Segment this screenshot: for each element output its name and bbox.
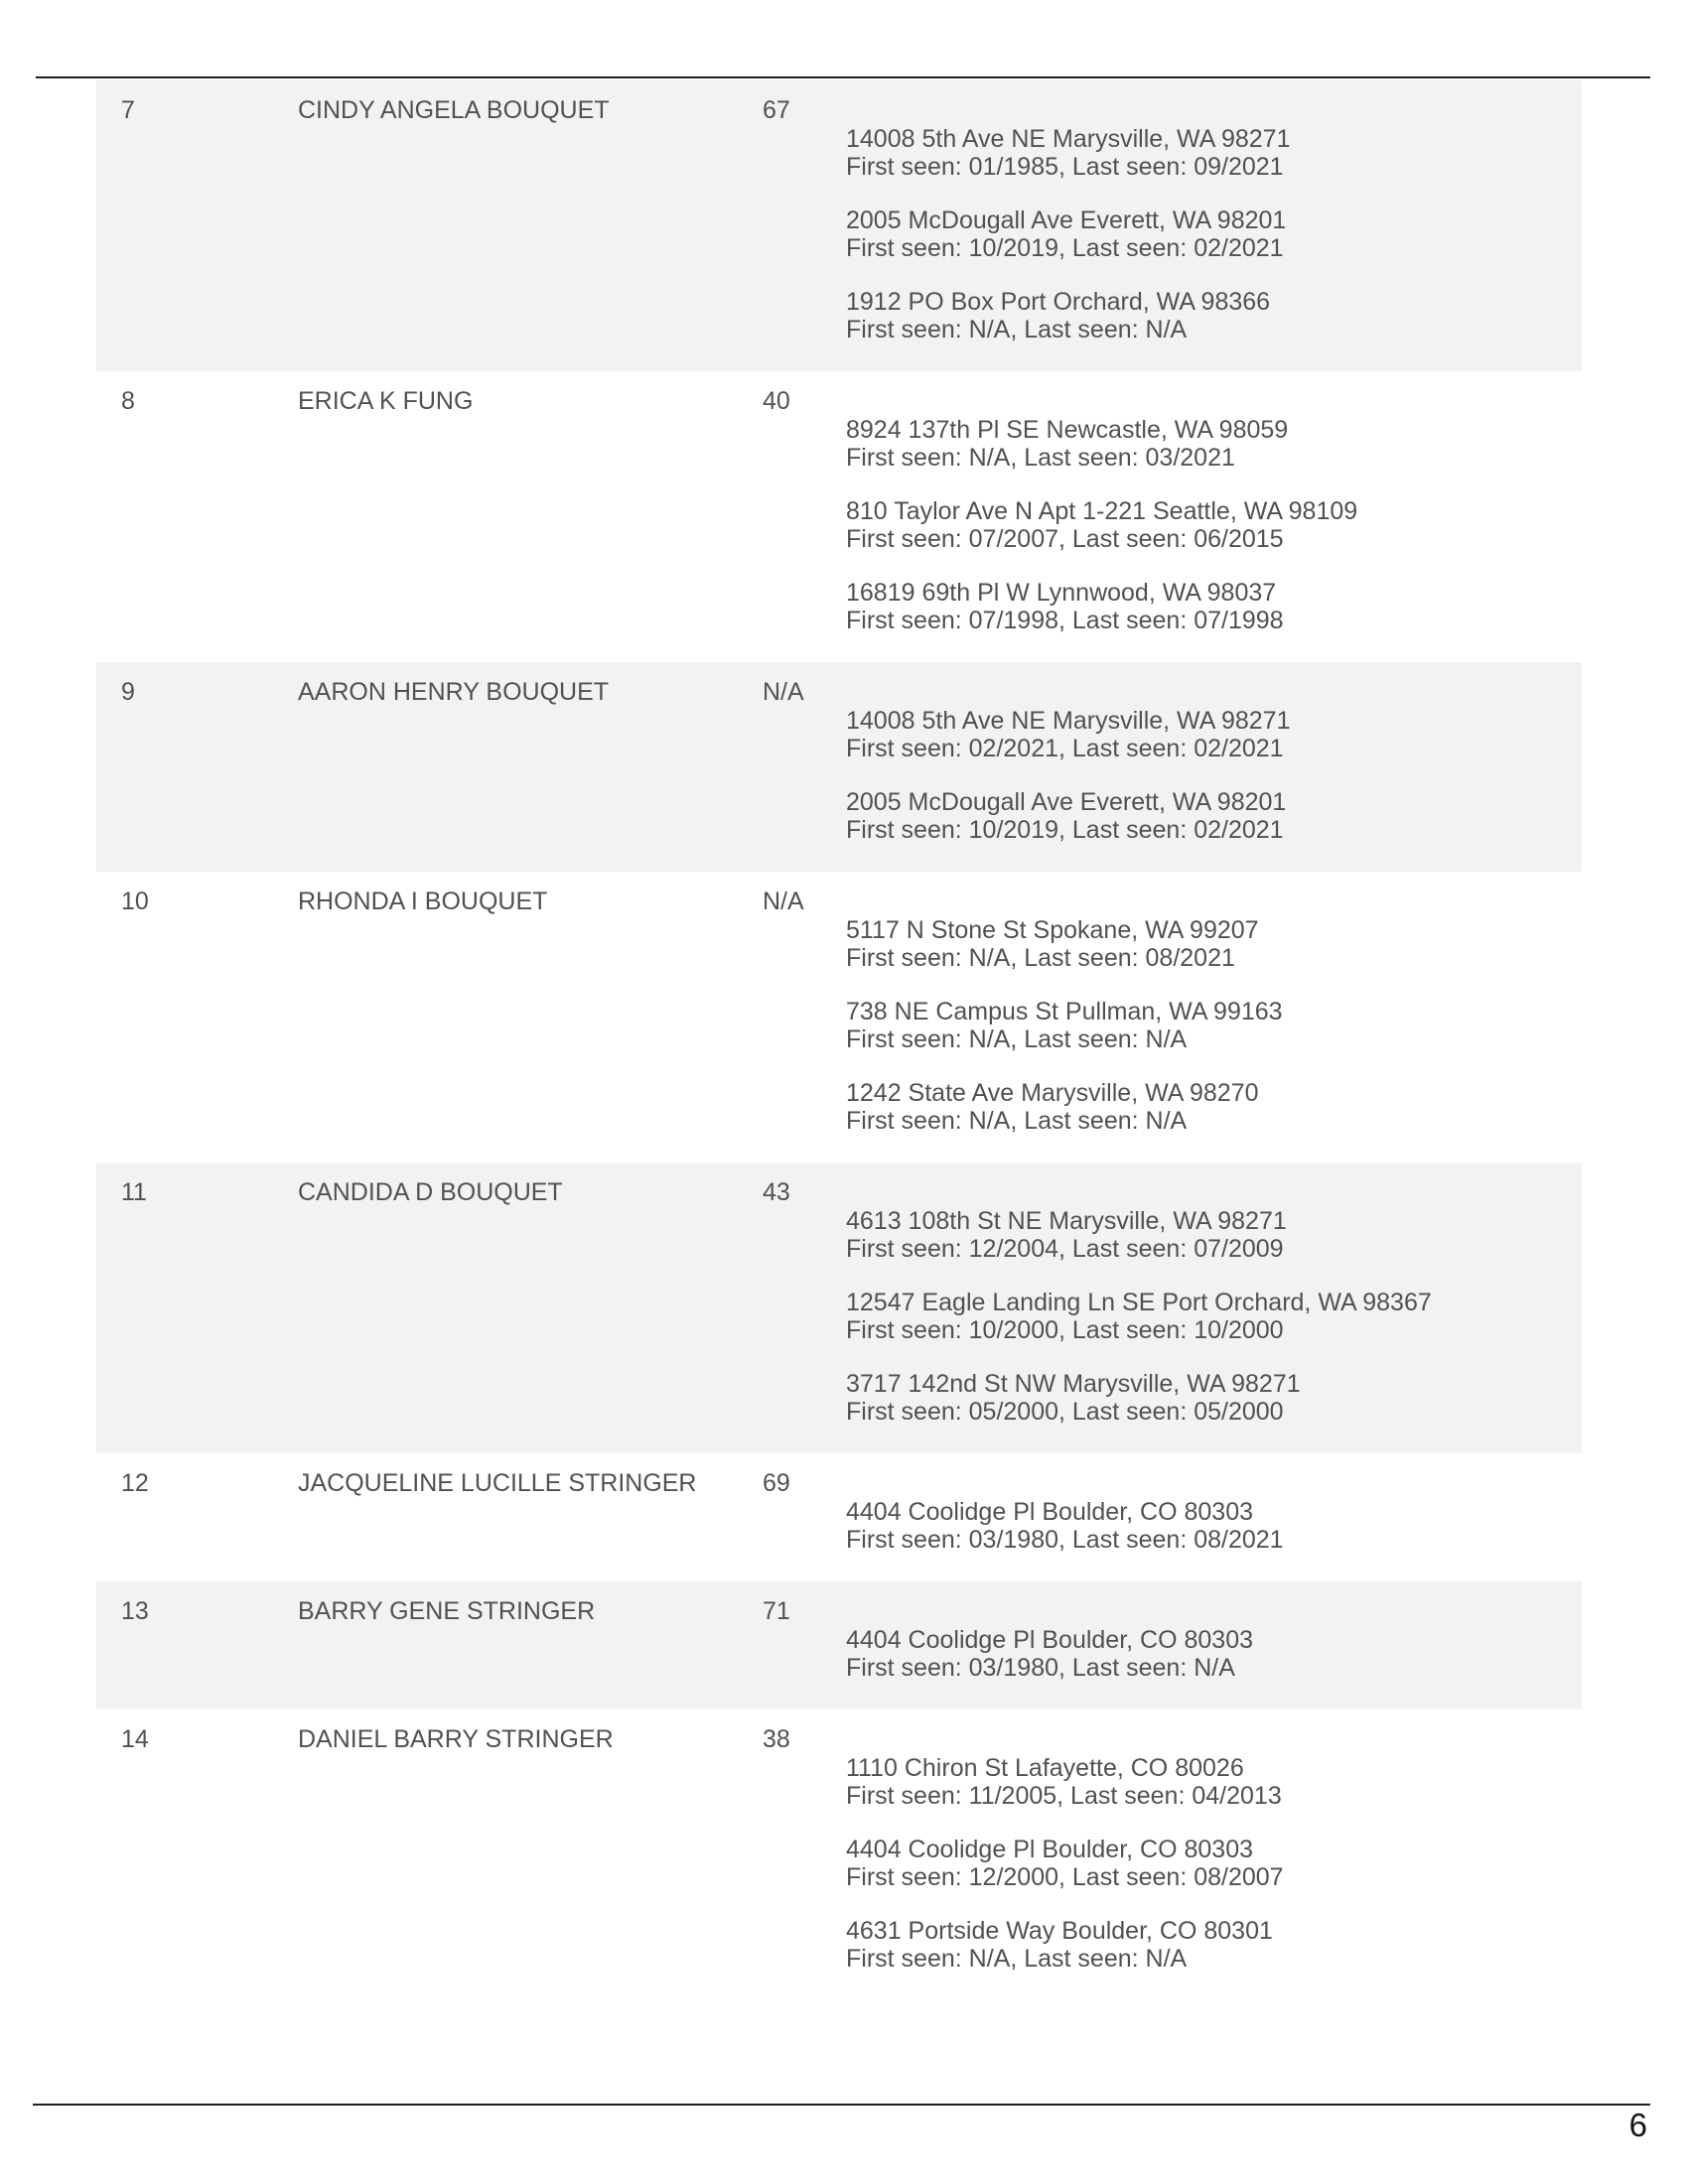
address-line: 16819 69th Pl W Lynnwood, WA 98037 (846, 579, 1277, 607)
record-row (96, 1453, 1582, 1581)
record-row (96, 1162, 1582, 1453)
record-row (96, 1709, 1582, 2000)
seen-dates-line: First seen: N/A, Last seen: 08/2021 (846, 944, 1235, 972)
address-block (846, 125, 1582, 181)
address-list (846, 1498, 1582, 1554)
record-name: ERICA K FUNG (298, 387, 474, 415)
address-line: 4404 Coolidge Pl Boulder, CO 80303 (846, 1498, 1254, 1526)
page-number: 6 (1628, 2107, 1647, 2143)
address-block (846, 1626, 1582, 1682)
address-line: 3717 142nd St NW Marysville, WA 98271 (846, 1370, 1301, 1398)
address-line: 1242 State Ave Marysville, WA 98270 (846, 1079, 1259, 1107)
address-block (846, 1498, 1582, 1554)
address-block (846, 788, 1582, 844)
record-age: 67 (763, 96, 790, 124)
seen-dates-line: First seen: 07/2007, Last seen: 06/2015 (846, 525, 1284, 553)
record-number: 9 (121, 678, 135, 706)
record-number: 14 (121, 1725, 149, 1753)
record-row (96, 371, 1582, 662)
address-list (846, 707, 1582, 844)
record-row (96, 80, 1582, 371)
record-name: BARRY GENE STRINGER (298, 1597, 596, 1625)
seen-dates-line: First seen: N/A, Last seen: N/A (846, 1107, 1188, 1135)
address-block (846, 497, 1582, 553)
address-line: 810 Taylor Ave N Apt 1-221 Seattle, WA 98109 (846, 497, 1358, 525)
seen-dates-line: First seen: 12/2004, Last seen: 07/2009 (846, 1235, 1284, 1263)
record-name: CINDY ANGELA BOUQUET (298, 96, 610, 124)
address-line: 5117 N Stone St Spokane, WA 99207 (846, 916, 1259, 944)
record-row (96, 872, 1582, 1162)
record-age: N/A (763, 678, 804, 706)
record-number: 11 (121, 1178, 147, 1206)
seen-dates-line: First seen: 10/2019, Last seen: 02/2021 (846, 816, 1284, 844)
seen-dates-line: First seen: 12/2000, Last seen: 08/2007 (846, 1863, 1284, 1891)
address-list (846, 916, 1582, 1135)
address-block (846, 206, 1582, 262)
seen-dates-line: First seen: 03/1980, Last seen: N/A (846, 1654, 1235, 1682)
seen-dates-line: First seen: N/A, Last seen: N/A (846, 316, 1188, 343)
address-block (846, 579, 1582, 634)
address-line: 12547 Eagle Landing Ln SE Port Orchard, WA 98367 (846, 1289, 1432, 1316)
seen-dates-line: First seen: N/A, Last seen: 03/2021 (846, 444, 1235, 472)
record-age: 69 (763, 1469, 790, 1497)
address-line: 4613 108th St NE Marysville, WA 98271 (846, 1207, 1287, 1235)
record-row (96, 662, 1582, 872)
seen-dates-line: First seen: N/A, Last seen: N/A (846, 1025, 1188, 1053)
record-name: JACQUELINE LUCILLE STRINGER (298, 1469, 697, 1497)
address-list (846, 1207, 1582, 1426)
address-line: 1912 PO Box Port Orchard, WA 98366 (846, 288, 1271, 316)
address-block (846, 1079, 1582, 1135)
address-block (846, 1836, 1582, 1891)
address-list (846, 1754, 1582, 1973)
address-block (846, 416, 1582, 472)
record-row (96, 1581, 1582, 1709)
address-block (846, 707, 1582, 762)
record-number: 12 (121, 1469, 149, 1497)
address-block (846, 998, 1582, 1053)
bottom-rule (33, 2104, 1650, 2106)
seen-dates-line: First seen: 05/2000, Last seen: 05/2000 (846, 1398, 1284, 1426)
address-list (846, 416, 1582, 634)
record-number: 10 (121, 887, 149, 915)
seen-dates-line: First seen: 10/2019, Last seen: 02/2021 (846, 234, 1284, 262)
address-line: 738 NE Campus St Pullman, WA 99163 (846, 998, 1283, 1025)
address-list (846, 125, 1582, 343)
top-rule (36, 76, 1650, 78)
seen-dates-line: First seen: 01/1985, Last seen: 09/2021 (846, 153, 1284, 181)
address-line: 4404 Coolidge Pl Boulder, CO 80303 (846, 1626, 1254, 1654)
address-block (846, 288, 1582, 343)
address-block (846, 1754, 1582, 1810)
record-name: AARON HENRY BOUQUET (298, 678, 610, 706)
record-name: DANIEL BARRY STRINGER (298, 1725, 614, 1753)
address-block (846, 1207, 1582, 1263)
records-table (96, 80, 1582, 2000)
seen-dates-line: First seen: 11/2005, Last seen: 04/2013 (846, 1782, 1282, 1810)
record-age: 40 (763, 387, 790, 415)
record-age: 38 (763, 1725, 790, 1753)
address-block (846, 1289, 1582, 1344)
address-block (846, 1370, 1582, 1426)
address-line: 4631 Portside Way Boulder, CO 80301 (846, 1917, 1273, 1945)
address-list (846, 1626, 1582, 1682)
record-age: N/A (763, 887, 804, 915)
address-line: 14008 5th Ave NE Marysville, WA 98271 (846, 707, 1291, 735)
address-line: 2005 McDougall Ave Everett, WA 98201 (846, 788, 1287, 816)
record-number: 8 (121, 387, 135, 415)
address-line: 2005 McDougall Ave Everett, WA 98201 (846, 206, 1287, 234)
record-age: 43 (763, 1178, 790, 1206)
address-block (846, 1917, 1582, 1973)
record-age: 71 (763, 1597, 790, 1625)
address-line: 1110 Chiron St Lafayette, CO 80026 (846, 1754, 1244, 1782)
seen-dates-line: First seen: 02/2021, Last seen: 02/2021 (846, 735, 1284, 762)
address-line: 8924 137th Pl SE Newcastle, WA 98059 (846, 416, 1289, 444)
record-name: CANDIDA D BOUQUET (298, 1178, 563, 1206)
seen-dates-line: First seen: 07/1998, Last seen: 07/1998 (846, 607, 1284, 634)
record-number: 7 (121, 96, 135, 124)
address-line: 14008 5th Ave NE Marysville, WA 98271 (846, 125, 1291, 153)
seen-dates-line: First seen: 03/1980, Last seen: 08/2021 (846, 1526, 1284, 1554)
seen-dates-line: First seen: N/A, Last seen: N/A (846, 1945, 1188, 1973)
record-name: RHONDA I BOUQUET (298, 887, 548, 915)
record-number: 13 (121, 1597, 149, 1625)
address-block (846, 916, 1582, 972)
address-line: 4404 Coolidge Pl Boulder, CO 80303 (846, 1836, 1254, 1863)
seen-dates-line: First seen: 10/2000, Last seen: 10/2000 (846, 1316, 1284, 1344)
